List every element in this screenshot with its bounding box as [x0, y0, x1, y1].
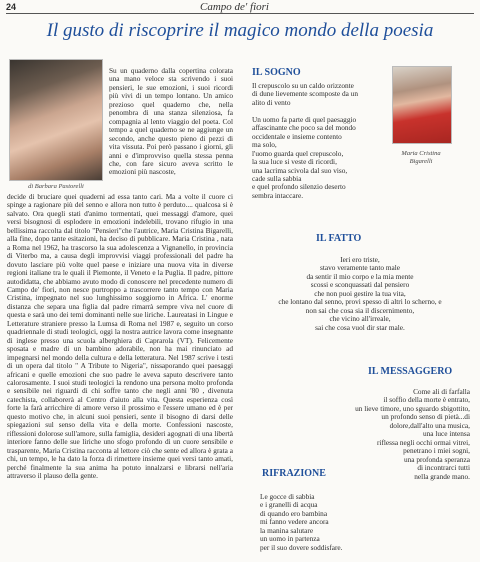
poem-line: affascinante che poco sa del mondo [252, 123, 356, 133]
poem-line: la sua luce si veste di ricordi, [252, 157, 337, 167]
poem-line: di quando ero bambina [260, 508, 328, 518]
poem-line: riflessa negli occhi ormai vitrei, [376, 437, 470, 447]
article-body: decide di bruciare quei quaderni ad essa tanto cari. Ma a volte il cuore ci spinge a ragionare più del senno e allora non tutto è perduto.... qualcosa si è salvato. Ora quegli stati d'animo tormentati, quei messaggi d'amore, quei versi bisognosi di esplodere in emozioni indelebili, trovano rifugio in una bellissima raccolta dal titolo "Pensieri"che l'autrice, Maria Cristina Bigarelli, alla fine, dopo tante esitazioni, ha deciso di pubblicare. Maria Cristina , nata a Roma nel 1962, ha trascorso la sua adolescenza a Vignanello, in provincia di Viterbo ma, a causa degli improvvisi viaggi professionali del padre ha dovuto lasciare più volte quel paese e iniziare una nuova vita in diverse regioni italiane tra le quali il Piemonte, il Veneto e la Puglia. Il padre, pittore autodidatta, che abbiamo avuto modo di conoscere nel precedente numero di Campo de' fiori, non nesce purtroppo a trascorrere tanto tempo con Maria Cristina, impegnato nel suo lunghissimo soggiorno in Africa. L' enorme distanza che separa una figlia dal padre rimarrà sempre viva nel cuore di questa e sarà uno dei temi dominanti nelle sue liriche. Laureatasi in Lingue e Letterature straniere presso la Lumsa di Roma nel 1987 e, seguito un corso quadriennale di studi teologici, oggi la nostra autrice lavora come insegnante di inglese presso una scuola alberghiera di Caprarola (VT). Felicemente sposata e madre di un bambino adorabile, non ha mai rinunciato ad impegnarsi nel mondo della cultura e della letteratura. Nel 1987 scrive i testi di un opera dal titolo " A Tribute to Nigeria", nissaporando quei paesaggi africani e quelle emozioni che suo padre le aveva saputo descrivere tanto calorosamente. I suoi studi teologici la rendono una persona molto profonda e sensibile nei riguardi di chi soffre tanto che negli anni '80 , divenuta catechista, collaborerà al Centro d'aiuto alla vita. Questa esperienza così forte la farà arricchire di amore verso il prossimo e l'essere umano ed è per questo motivo che, in alcuni suoi pensieri, sente il bisogno di darsi delle spiegazioni sul senso della vita e della morte. Confessioni nascoste, riflessioni dolorose sull'amore, sulla famiglia, desideri agognati di una libertà interiore fanno delle sue liriche uno sfogo profondo di un cuore sensibile e trasparente, Maria Cristina racconta al lettore ciò che sente ed allora è grata a chi, un tempo, le ha dato la forza di rimettere insieme quei versi tanto amati, perché finalmente la sua anima ha potuto innalzarsi e librarsi nell'aria attraverso il plauso della gente. [7, 192, 233, 480]
poem-line: un lieve timore, uno sguardo sbigottito, [355, 403, 470, 413]
poem-title-sogno: IL SOGNO [252, 67, 301, 78]
poem-line: alito di vento [252, 97, 291, 107]
poem-line: Il crepuscolo su un caldo orizzonte [252, 81, 354, 90]
poem-line: sai che cosa vuol dir star male. [315, 322, 405, 332]
poem-line: il soffio della morte è entrato, [383, 395, 470, 405]
page-number: 24 [6, 2, 17, 12]
poem-line: Come ali di farfalla [413, 387, 470, 396]
magazine-name: Campo de' fiori [200, 1, 269, 13]
poem-line: un profondo senso di pietà...di [381, 412, 470, 422]
poem-line: sembra intaccare. [252, 190, 304, 200]
poem-line: da sentir il mio corpo e la mia mente [306, 271, 414, 281]
poem-line: di incontrarci tutti [417, 463, 470, 473]
poem-line: di dune lievemente scomposte da un [252, 89, 358, 99]
poem-line: una profonda speranza [403, 454, 470, 464]
poem-title-messaggero: IL MESSAGGERO [368, 366, 453, 377]
page-header [0, 0, 480, 14]
author-caption: di Barbara Pastorelli [28, 183, 84, 190]
poem-line: una luce intensa [422, 429, 470, 439]
poem-line: dolore,dall'alto una musica, [389, 420, 470, 430]
poem-line: non sai che cosa sia il discernimento, [305, 305, 415, 315]
poem-line: scossi e sconquassati dal pensiero [310, 280, 410, 290]
poem-sogno [252, 82, 392, 200]
poem-line: la manina salutare [260, 525, 314, 535]
article-lead: Su un quaderno dalla copertina colorata una mano veloce sta scrivendo i suoi pensieri, le sue emozioni, i suoi ricordi più vivi di un tempo lontano. Un amico prezioso quel quaderno che, nella penombra di una stanza silenziosa, fa compagnia al lento viaggio del poeta. Col tempo a quel quaderno se ne aggiunge un secondo, anche questo pieno di pezzi di vita vissuta. Poi però passano i giorni, gli anni e d'improvviso quella stessa penna che, con fare sicuro aveva scritto le emozioni più nascoste, [109, 66, 233, 177]
poem-line: per il suo dovere soddisfare. [260, 542, 343, 552]
header-divider [6, 13, 474, 14]
poem-line: una lacrima scivola dal suo viso, [252, 165, 348, 175]
author-photo [9, 59, 103, 181]
poem-rifrazione [260, 493, 400, 552]
poet-caption: Maria Cristina Bigarelli [401, 150, 441, 165]
poem-line: penetrano i miei sogni, [403, 446, 470, 456]
poem-line: che non puoi gestire la tua vita, [314, 288, 406, 298]
poem-line: ma solo, [252, 140, 277, 150]
poem-line: stavo veramente tanto male [319, 263, 401, 273]
poem-title-rifrazione: RIFRAZIONE [262, 468, 326, 479]
poem-line: Un uomo fa parte di quel paesaggio [252, 114, 357, 124]
poem-line: e quel profondo silenzio deserto [252, 182, 346, 192]
poem-title-fatto: IL FATTO [316, 233, 362, 244]
poem-line: che vicino all'irreale, [329, 314, 391, 324]
poem-line: occidentale e insieme contento [252, 131, 342, 141]
poem-fatto [245, 256, 475, 332]
poem-line: un uomo in partenza [260, 534, 320, 544]
poet-photo [392, 66, 452, 144]
poem-line: Le gocce di sabbia [260, 492, 315, 501]
poem-line: e i granelli di acqua [260, 500, 318, 510]
poem-line: cade sulla sabbia [252, 173, 302, 183]
poem-line: mi fanno vedere ancora [260, 517, 329, 527]
poem-line: l'uomo guarda quel crepuscolo, [252, 148, 344, 158]
poem-line: Ieri ero triste, [340, 255, 380, 264]
article-title: Il gusto di riscoprire il magico mondo della poesia [46, 20, 434, 41]
poem-line: che lontano dal senno, provi spesso di altri lo scherno, e [278, 297, 442, 307]
poem-line: nella grande mano. [414, 471, 470, 481]
